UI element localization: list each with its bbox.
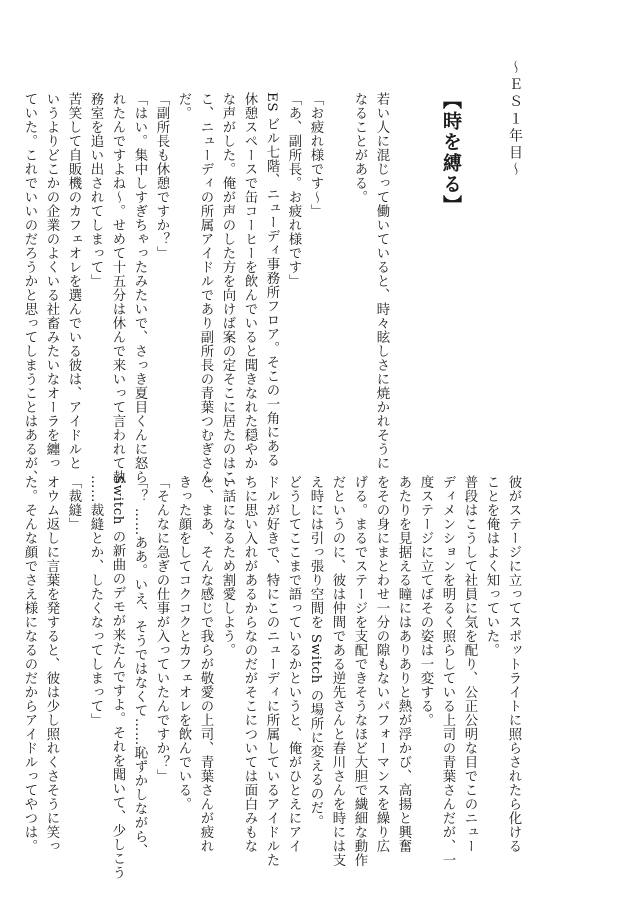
body-text-top: 若い人に混じって働いていると、時々眩しさに焼かれそうに なることがある。 「お疲れ様です～」 「あ、副所長。お疲れ様です」 ES ビル七階、ニューディ事務所フロア。そこの一角にある 休憩スペースで缶コーヒーを飲んでいると聞きなれた穏やか な声がした。俺が声のした方を向けば案の定そこに居たのはこ こ、ニューディの所属アイドルであり副所長の青葉つむぎさん だ。 「副所長も休憩ですか？」 「はい。集中しすぎちゃったみたいで、さっき夏目くんに怒ら れたんですよね～。せめて十五分は休んで来いって言われて執 務室を追い出されてしまって」 苦笑して自販機のカフェオレを選んでいる彼は、アイドルと いうよりどこかの企業のよくいる社畜みたいなオーラを纏っ ていた。これでいいのだろうかと思ってしまうことはあるが、: [22, 92, 389, 484]
story-title: 【時を縛る】: [440, 90, 462, 216]
body-text-bottom: 彼がステージに立ってスポットライトに照らされたら化ける ことを俺はよく知っていた。 普段はこうして社員に気を配り、公正公明な目でこのニュー ディメンションを明るく照らしている上司の青葉さんだが、一 度ステージに立てばその姿は一変する。 あたりを見据える瞳にはありありと熱が浮かび、高揚と興奮 をその身にまとわせ一分の隙もないパフォーマンスを繰り広 げる。まるでステージを支配できそうなほど大胆で繊細な動作 だというのに、彼は仲間である逆先さんと春川さんを時には支 え時には引っ張り空間を Switch の場所に変えるのだ。 どうしてここまで語っているかというと、俺がひとえにアイ ドルが好きで、特にこのニューディに所属しているアイドルた ちに思い入れがあるからなのだがそこについては面白みもな い話になるため割愛しよう。 と、まあ、そんな感じで我らが敬愛の上司、青葉さんが疲れ きった顔をしてコクコクとカフェオレを飲んでいる。 「そんなに急ぎの仕事が入っていたんですか？」 「？ ……ああ。いえ、そうではなくて……恥ずかしながら、 Switch の新曲のデモが来たんですよ。それを聞いて、少しこう ……裁縫とか、したくなってしまって」 「裁縫」 オウム返しに言葉を発すると、彼は少し照れくさそうに笑っ た。そんな顔でさえ様になるのだからアイドルってやつは。: [22, 475, 521, 880]
chapter-header: ～ＥＳ１年目～: [507, 60, 523, 179]
